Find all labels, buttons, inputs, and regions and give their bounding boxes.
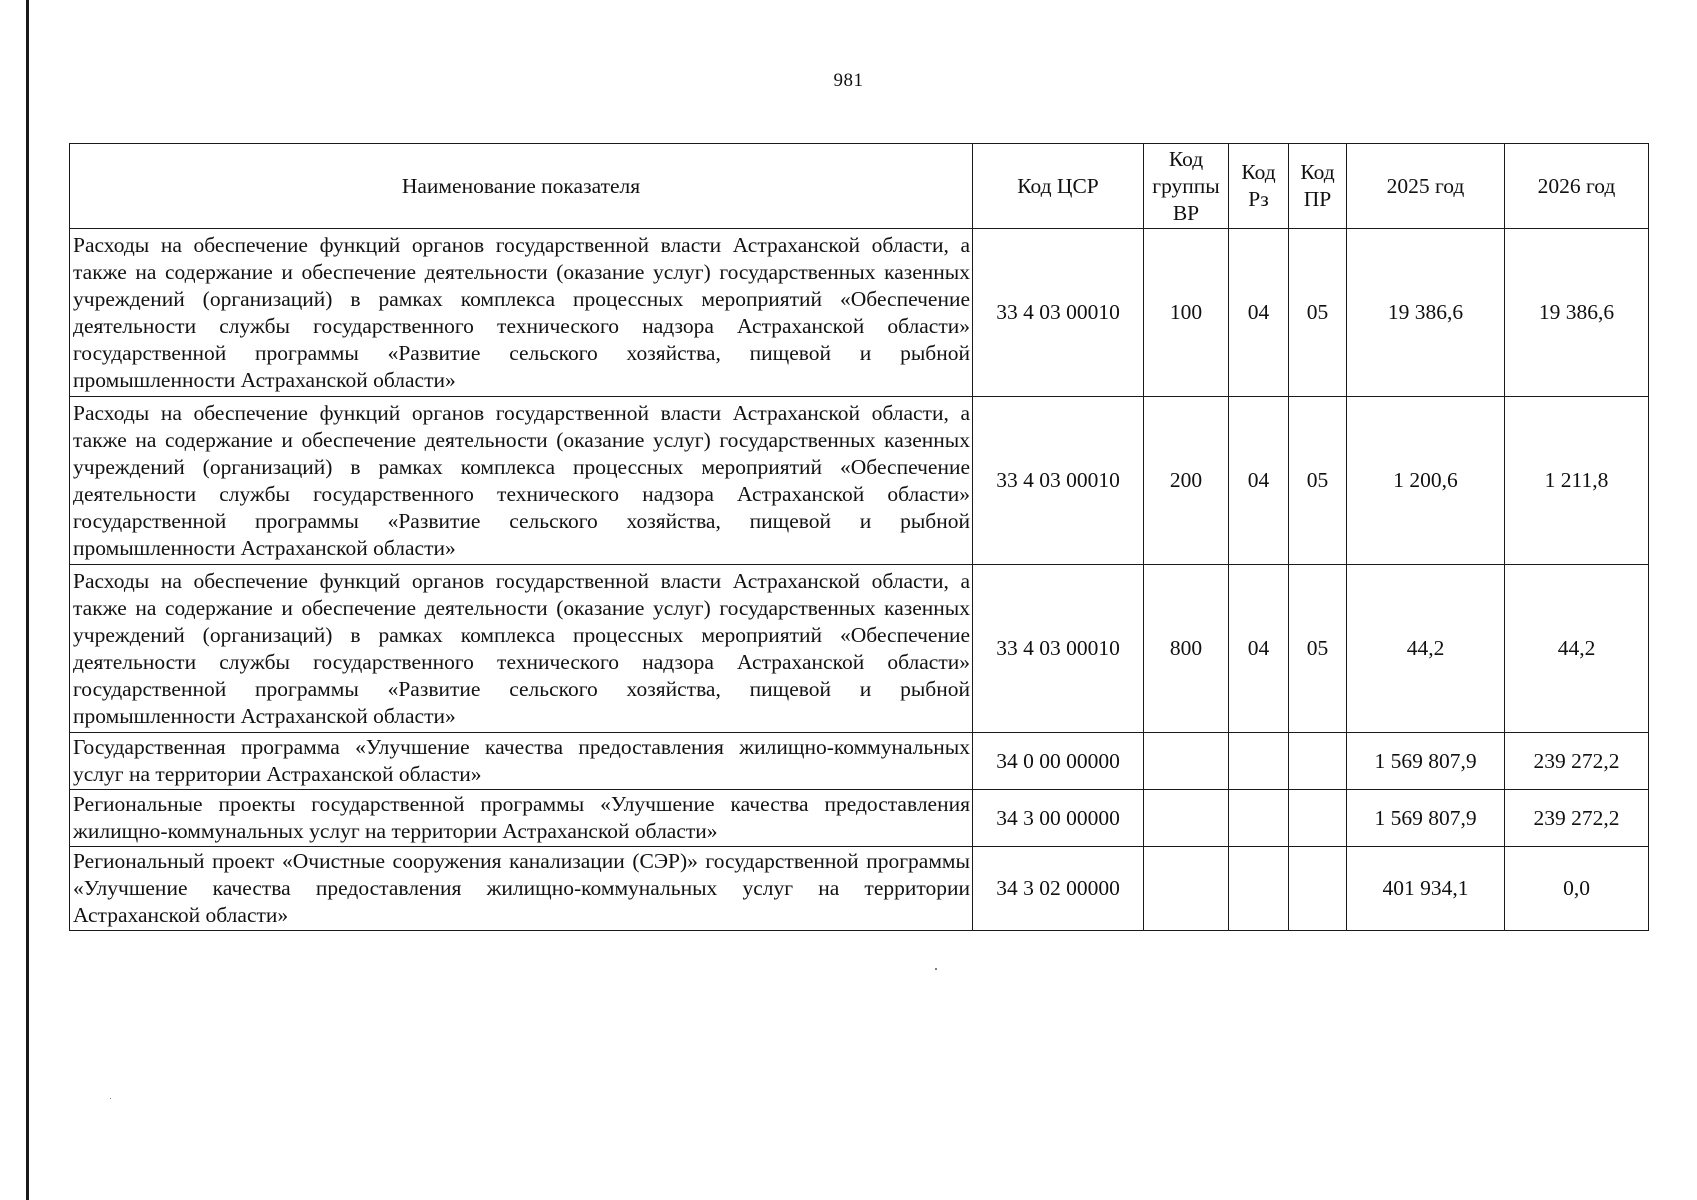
cell-pr-code	[1289, 847, 1347, 931]
cell-amount-2026: 44,2	[1505, 565, 1649, 733]
table-row	[70, 229, 1649, 397]
cell-pr-code: 05	[1289, 229, 1347, 397]
cell-amount-2026: 239 272,2	[1505, 733, 1649, 790]
scan-speck	[110, 1098, 111, 1099]
cell-csr-code: 34 0 00 00000	[973, 733, 1144, 790]
table-row	[70, 847, 1649, 931]
cell-amount-2025: 1 200,6	[1347, 397, 1505, 565]
cell-vr-code: 200	[1144, 397, 1229, 565]
cell-pr-code	[1289, 733, 1347, 790]
cell-csr-code: 34 3 02 00000	[973, 847, 1144, 931]
cell-amount-2026: 0,0	[1505, 847, 1649, 931]
cell-name: Государственная программа «Улучшение качества предоставления жилищно-коммунальных услуг на территории Астраханской области»	[70, 733, 973, 790]
cell-vr-code: 800	[1144, 565, 1229, 733]
cell-vr-code	[1144, 733, 1229, 790]
cell-amount-2025: 44,2	[1347, 565, 1505, 733]
cell-csr-code: 34 3 00 00000	[973, 790, 1144, 847]
cell-vr-code	[1144, 790, 1229, 847]
cell-name: Расходы на обеспечение функций органов государственной власти Астраханской области, а также на содержание и обеспечение деятельности (оказание услуг) государственных казенных учреждений (организаций) в рамках комплекса процессных мероприятий «Обеспечение деятельности службы государственного технического надзора Астраханской области» государственной программы «Развитие сельского хозяйства, пищевой и рыбной промышленности Астраханской области»	[70, 565, 973, 733]
cell-amount-2026: 1 211,8	[1505, 397, 1649, 565]
header-csr-code: Код ЦСР	[973, 144, 1144, 229]
cell-rz-code: 04	[1229, 397, 1289, 565]
cell-rz-code: 04	[1229, 565, 1289, 733]
page-number: 981	[833, 70, 864, 91]
cell-name: Расходы на обеспечение функций органов государственной власти Астраханской области, а также на содержание и обеспечение деятельности (оказание услуг) государственных казенных учреждений (организаций) в рамках комплекса процессных мероприятий «Обеспечение деятельности службы государственного технического надзора Астраханской области» государственной программы «Развитие сельского хозяйства, пищевой и рыбной промышленности Астраханской области»	[70, 229, 973, 397]
cell-name: Расходы на обеспечение функций органов государственной власти Астраханской области, а также на содержание и обеспечение деятельности (оказание услуг) государственных казенных учреждений (организаций) в рамках комплекса процессных мероприятий «Обеспечение деятельности службы государственного технического надзора Астраханской области» государственной программы «Развитие сельского хозяйства, пищевой и рыбной промышленности Астраханской области»	[70, 397, 973, 565]
cell-pr-code: 05	[1289, 565, 1347, 733]
cell-rz-code	[1229, 733, 1289, 790]
cell-rz-code: 04	[1229, 229, 1289, 397]
table-row	[70, 733, 1649, 790]
header-year-2026: 2026 год	[1505, 144, 1649, 229]
cell-csr-code: 33 4 03 00010	[973, 229, 1144, 397]
cell-name: Региональный проект «Очистные сооружения канализации (СЭР)» государственной программы «Улучшение качества предоставления жилищно-коммунальных услуг на территории Астраханской области»	[70, 847, 973, 931]
cell-amount-2025: 1 569 807,9	[1347, 733, 1505, 790]
cell-csr-code: 33 4 03 00010	[973, 397, 1144, 565]
budget-table	[69, 143, 1649, 931]
scan-speck	[935, 968, 937, 970]
header-name: Наименование показателя	[70, 144, 973, 229]
page-binding-edge	[26, 0, 29, 1200]
cell-amount-2025: 19 386,6	[1347, 229, 1505, 397]
header-pr-code: Код ПР	[1289, 144, 1347, 229]
cell-rz-code	[1229, 847, 1289, 931]
table-row	[70, 790, 1649, 847]
header-year-2025: 2025 год	[1347, 144, 1505, 229]
table-row	[70, 397, 1649, 565]
cell-amount-2026: 239 272,2	[1505, 790, 1649, 847]
cell-pr-code: 05	[1289, 397, 1347, 565]
cell-pr-code	[1289, 790, 1347, 847]
cell-amount-2026: 19 386,6	[1505, 229, 1649, 397]
header-vr-code: Код группы ВР	[1144, 144, 1229, 229]
cell-amount-2025: 1 569 807,9	[1347, 790, 1505, 847]
header-rz-code: Код Рз	[1229, 144, 1289, 229]
cell-vr-code: 100	[1144, 229, 1229, 397]
table-header-row	[70, 144, 1649, 229]
cell-csr-code: 33 4 03 00010	[973, 565, 1144, 733]
cell-name: Региональные проекты государственной программы «Улучшение качества предоставления жилищно-коммунальных услуг на территории Астраханской области»	[70, 790, 973, 847]
cell-amount-2025: 401 934,1	[1347, 847, 1505, 931]
cell-rz-code	[1229, 790, 1289, 847]
cell-vr-code	[1144, 847, 1229, 931]
table-row	[70, 565, 1649, 733]
